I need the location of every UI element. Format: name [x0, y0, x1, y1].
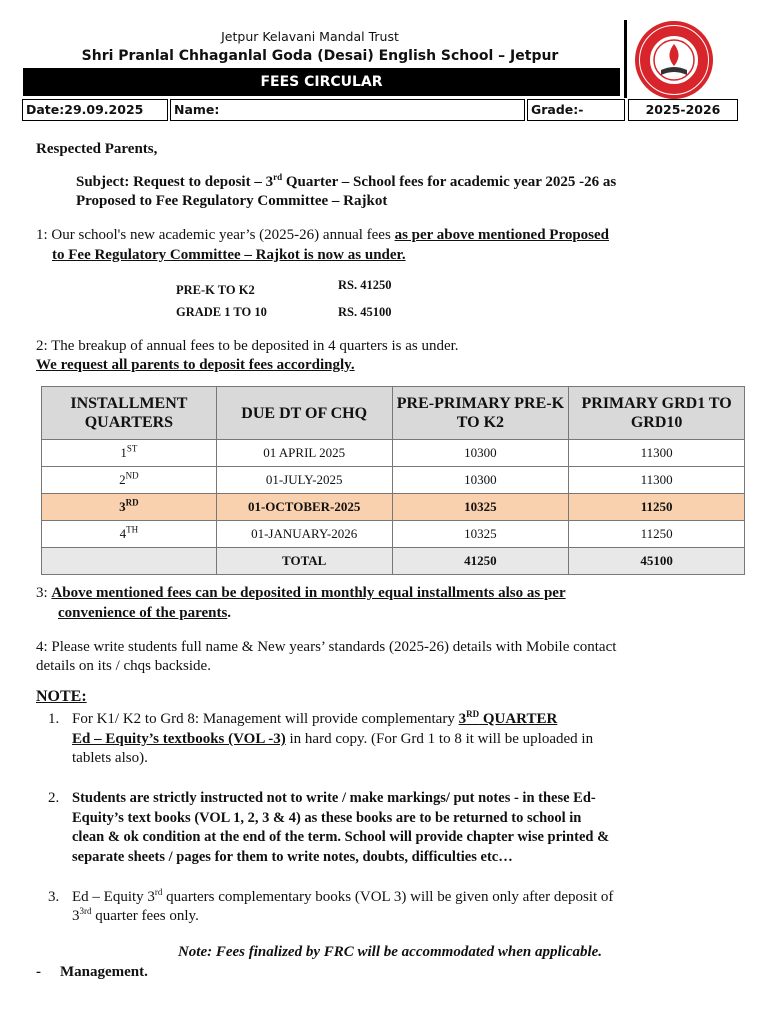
primary-cell: 11250: [569, 521, 745, 548]
col-header-pre-primary: PRE-PRIMARY PRE-K TO K2: [392, 387, 569, 440]
quarter-cell: 3RD: [42, 494, 217, 521]
name-box: Name:: [170, 99, 525, 121]
total-primary-cell: 45100: [569, 548, 745, 575]
footer-note: Note: Fees finalized by FRC will be accommodated when applicable.: [177, 944, 603, 960]
due-date-cell: 01 APRIL 2025: [216, 440, 392, 467]
subject-line-1: Subject: Request to deposit – 3rd Quarter – School fees for academic year 2025 -26 as: [76, 172, 617, 190]
grade-box: Grade:-: [527, 99, 625, 121]
table-row-highlighted: [42, 494, 745, 521]
management-signature: Management.: [60, 964, 148, 980]
pre-primary-cell: 10300: [392, 467, 569, 494]
note-3-line-2: $3^{3rd}$ quarter fees only.: [72, 906, 199, 924]
school-name: Shri Pranlal Chhaganlal Goda (Desai) English School – Jetpur: [81, 48, 559, 64]
school-logo: [631, 20, 717, 100]
due-date-cell: 01-JULY-2025: [216, 467, 392, 494]
note-2-line-2: Equity’s text books (VOL 1, 2, 3 & 4) as these books are to be returned to school in: [72, 810, 582, 826]
note-2-line-4: separate sheets / pages for them to write notes, doubts, difficulties etc…: [72, 849, 513, 865]
subject-line-2: Proposed to Fee Regulatory Committee – Rajkot: [76, 193, 388, 209]
total-pre-primary-cell: 41250: [392, 548, 569, 575]
fees-table: [41, 386, 745, 575]
fees-summary-amount-1: RS. 41250: [338, 278, 392, 292]
note-1-line-2: Ed – Equity’s textbooks (VOL -3) in hard copy. (For Grd 1 to 8 it will be uploaded in: [72, 731, 594, 747]
primary-cell: 11300: [569, 440, 745, 467]
quarter-cell: 1ST: [42, 440, 217, 467]
para-1-line-1: 1: Our school's new academic year’s (2025-26) annual fees as per above mentioned Proposed: [36, 227, 610, 243]
note-heading: NOTE:: [36, 688, 87, 705]
quarter-cell: 2ND: [42, 467, 217, 494]
trust-name: Jetpur Kelavani Mandal Trust: [221, 29, 399, 44]
fees-summary-amount-2: RS. 45100: [338, 305, 392, 319]
table-total-row: [42, 548, 745, 575]
para-1-line-2: to Fee Regulatory Committee – Rajkot is now as under.: [52, 247, 406, 263]
primary-cell: 11300: [569, 467, 745, 494]
pre-primary-cell: 10325: [392, 521, 569, 548]
col-header-installment: INSTALLMENT QUARTERS: [42, 387, 217, 440]
para-4-line-2: details on its / chqs backside.: [36, 658, 211, 674]
total-label-cell: TOTAL: [216, 548, 392, 575]
note-1-number: 1.: [48, 711, 60, 727]
fees-summary-label-1: PRE-K TO K2: [176, 283, 255, 297]
table-row: [42, 467, 745, 494]
fees-summary-label-2: GRADE 1 TO 10: [176, 305, 267, 319]
pre-primary-cell: 10325: [392, 494, 569, 521]
table-row: [42, 440, 745, 467]
total-empty-cell: [42, 548, 217, 575]
primary-cell: 11250: [569, 494, 745, 521]
para-4-line-1: 4: Please write students full name & New years’ standards (2025-26) details with Mobile contact: [36, 639, 617, 655]
para-2-line-2: We request all parents to deposit fees accordingly.: [36, 357, 355, 373]
note-2-number: 2.: [48, 790, 60, 806]
table-row: [42, 521, 745, 548]
header-divider: [624, 20, 627, 98]
note-1-line-1: For K1/ K2 to Grd 8: Management will provide complementary 3RD QUARTER: [72, 709, 558, 727]
para-3-line-1: 3: Above mentioned fees can be deposited in monthly equal installments also as per: [36, 585, 566, 601]
footer-dash: -: [36, 964, 41, 980]
date-box: Date:29.09.2025: [22, 99, 168, 121]
col-header-primary: PRIMARY GRD1 TO GRD10: [569, 387, 745, 440]
due-date-cell: 01-OCTOBER-2025: [216, 494, 392, 521]
para-2-line-1: 2: The breakup of annual fees to be deposited in 4 quarters is as under.: [36, 338, 459, 354]
table-header-row: [42, 387, 745, 440]
pre-primary-cell: 10300: [392, 440, 569, 467]
note-3-line-1: Ed – Equity 3rd quarters complementary books (VOL 3) will be given only after deposit of: [72, 887, 614, 905]
col-header-due-date: DUE DT OF CHQ: [216, 387, 392, 440]
note-1-line-3: tablets also).: [72, 750, 148, 766]
year-box: 2025-2026: [628, 99, 738, 121]
note-2-line-3: clean & ok condition at the end of the term. School will provide chapter wise printed &: [72, 829, 610, 845]
note-2-line-1: Students are strictly instructed not to write / make markings/ put notes - in these Ed-: [72, 790, 596, 806]
due-date-cell: 01-JANUARY-2026: [216, 521, 392, 548]
quarter-cell: 4TH: [42, 521, 217, 548]
para-3-line-2: convenience of the parents.: [58, 605, 232, 621]
note-3-number: 3.: [48, 889, 60, 905]
circular-banner: FEES CIRCULAR: [23, 68, 620, 96]
greeting: Respected Parents,: [36, 141, 158, 157]
